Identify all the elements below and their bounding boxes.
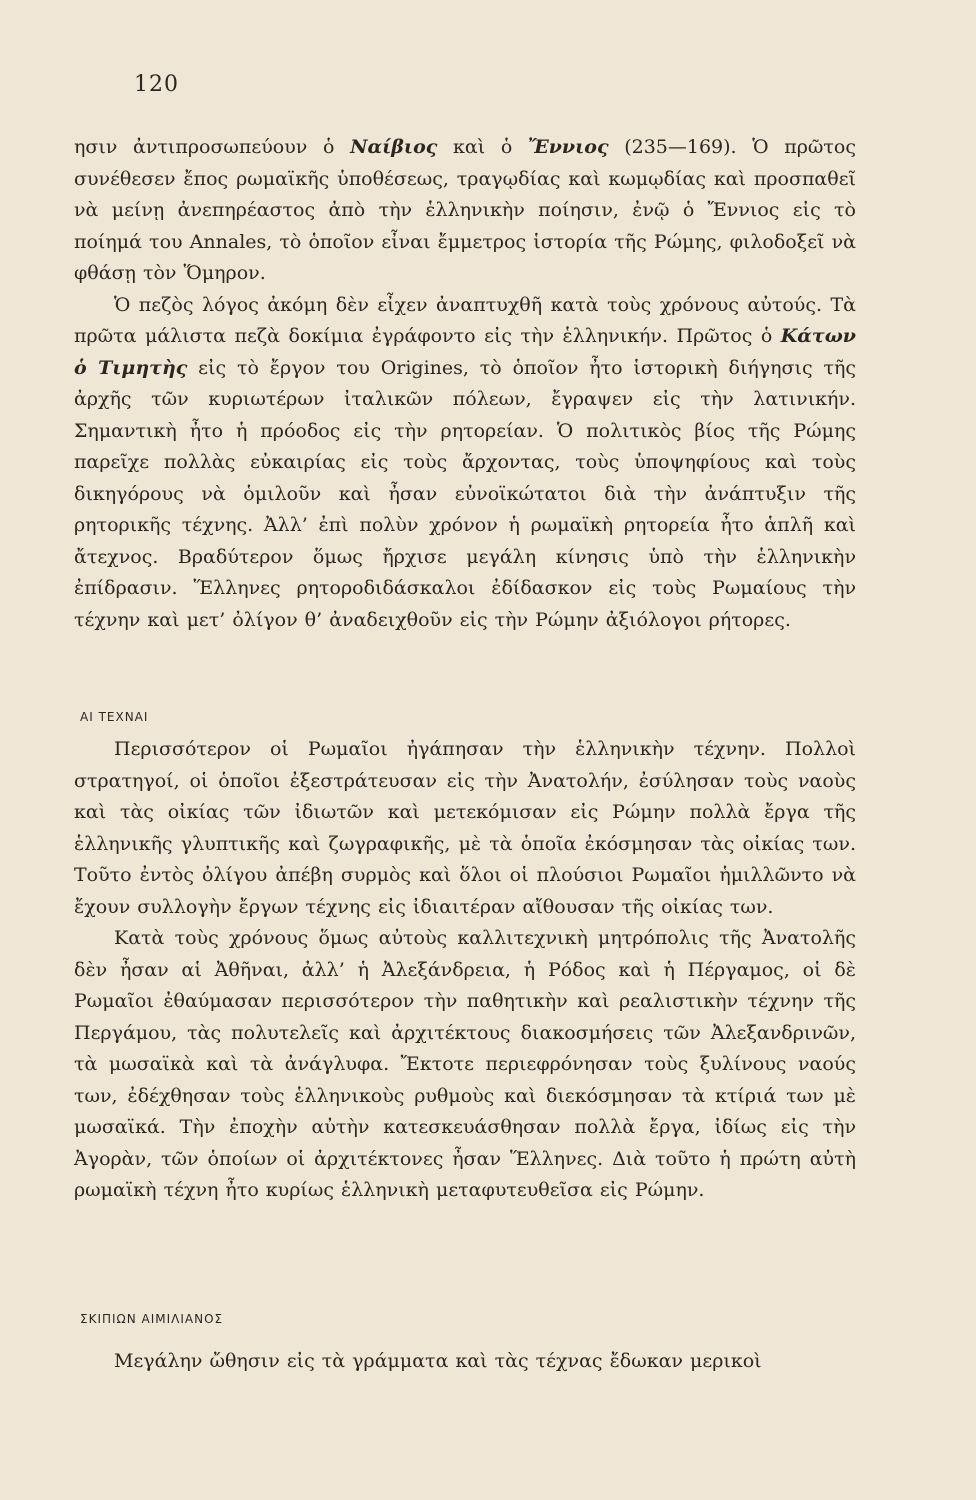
text-block-scipio	[74, 1346, 856, 1378]
paragraph-hellenistic-influence: Κατὰ τοὺς χρόνους ὅμως αὐτοὺς καλλιτεχνικὴ μητρόπολις τῆς Ἀνατολῆς δὲν ἦσαν αἱ Ἀθῆναι, ἀλλ’ ἡ Ἀλεξάνδρεια, ἡ Ρόδος καὶ ἡ Πέργαμος, οἱ δὲ Ρωμαῖοι ἐθαύμασαν περισσότερον τὴν παθητικὴν καὶ ρεαλιστικὴν τέχνην τῆς Περγάμου, τὰς πολυτελεῖς καὶ ἀρχιτέκτους διακοσμήσεις τῶν Ἀλεξανδρινῶν, τὰ μωσαϊκὰ καὶ τὰ ἀνάγλυφα. Ἔκτοτε περιεφρόνησαν τοὺς ξυλίνους ναούς των, ἐδέχθησαν τοὺς ἑλληνικοὺς ρυθμοὺς καὶ διεκόσμησαν τὰ κτίριά των μὲ μωσαϊκά. Τὴν ἐποχὴν αὐτὴν κατεσκευάσθησαν πολλὰ ἔργα, ἰδίως εἰς τὴν Ἀγορὰν, τῶν ὁποίων οἱ ἀρχιτέκτονες ἦσαν Ἕλληνες. Διὰ τοῦτο ἡ πρώτη αὐτὴ ρωμαϊκὴ τέχνη ἦτο κυρίως ἑλληνικὴ μεταφυτευθεῖσα εἰς Ρώμην.	[74, 927, 856, 1201]
text-block-literature	[74, 132, 856, 636]
paragraph-text: ησιν ἀντιπροσωπεύουν ὁ	[74, 136, 351, 158]
name-naevius: Ναίβιος	[350, 136, 438, 158]
paragraph-epic-poets	[74, 132, 856, 290]
name-ennius: Ἔννιος	[527, 136, 609, 158]
page-number: 120	[134, 72, 179, 97]
paragraph-greek-art: Περισσότερον οἱ Ρωμαῖοι ἠγάπησαν τὴν ἑλληνικὴν τέχνην. Πολλοὶ στρατηγοί, οἱ ὁποῖοι ἐξεστράτευσαν εἰς τὴν Ἀνατολήν, ἐσύλησαν τοὺς ναοὺς καὶ τὰς οἰκίας τῶν ἰδιωτῶν καὶ μετεκόμισαν εἰς Ρώμην πολλὰ ἔργα τῆς ἑλληνικῆς γλυπτικῆς καὶ ζωγραφικῆς, μὲ τὰ ὁποῖα ἐκόσμησαν τὰς οἰκίας των. Τοῦτο ἐντὸς ὀλίγου ἀπέβη συρμὸς καὶ ὅλοι οἱ πλούσιοι Ρωμαῖοι ἡμιλλῶντο νὰ ἔχουν συλλογὴν ἔργων τέχνης εἰς ἰδιαιτέραν αἴθουσαν τῆς οἰκίας των.	[74, 738, 856, 918]
paragraph-text: καὶ ὁ	[437, 136, 528, 158]
paragraph-text: Ὁ πεζὸς λόγος ἀκόμη δὲν εἶχεν ἀναπτυχθῆ κατὰ τοὺς χρόνους αὐτούς. Τὰ πρῶτα μάλιστα πεζὰ δοκίμια ἐγράφοντο εἰς τὴν ἑλληνικήν. Πρῶτος ὁ	[74, 293, 856, 347]
paragraph-prose	[74, 290, 856, 637]
paragraph-text: (235—169). Ὁ πρῶτος συνέθεσεν ἔπος ρωμαϊκῆς ὑποθέσεως, τραγῳδίας καὶ κωμῳδίας καὶ προσπαθεῖ νὰ μείνῃ ἀνεπηρέαστος ἀπὸ τὴν ἑλληνικὴν ποίησιν, ἐνῷ ὁ Ἔννιος εἰς τὸ ποίημά του Annales, τὸ ὁποῖον εἶναι ἔμμετρος ἱστορία τῆς Ρώμης, φιλοδοξεῖ νὰ φθάσῃ τὸν Ὅμηρον.	[74, 136, 856, 284]
name-cato-censor: Κάτων ὁ Τιμητὴς	[74, 325, 856, 379]
section-heading-arts: ΑΙ ΤΕΧΝΑΙ	[80, 710, 149, 724]
paragraph-scipio: Μεγάλην ὤθησιν εἰς τὰ γράμματα καὶ τὰς τέχνας ἔδωκαν μερικοὶ	[114, 1350, 762, 1372]
section-heading-scipio: ΣΚΙΠΙΩΝ ΑΙΜΙΛΙΑΝΟΣ	[80, 1312, 224, 1326]
text-block-arts	[74, 734, 856, 1207]
paragraph-text: εἰς τὸ ἔργον του Origines, τὸ ὁποῖον ἦτο ἱστορικὴ διήγησις τῆς ἀρχῆς τῶν κυριωτέρων ἰταλικῶν πόλεων, ἔγραψεν εἰς τὴν λατινικήν. Σημαντικὴ ἦτο ἡ πρόοδος εἰς τὴν ρητορείαν. Ὁ πολιτικὸς βίος τῆς Ρώμης παρεῖχε πολλὰς εὐκαιρίας εἰς τοὺς ἄρχοντας, τοὺς ὑποψηφίους καὶ τοὺς δικηγόρους νὰ ὁμιλοῦν καὶ ἦσαν εὐνοϊκώτατοι διὰ τὴν ἀνάπτυξιν τῆς ρητορικῆς τέχνης. Ἀλλ’ ἐπὶ πολὺν χρόνον ἡ ρωμαϊκὴ ρητορεία ἦτο ἁπλῆ καὶ ἄτεχνος. Βραδύτερον ὅμως ἤρχισε μεγάλη κίνησις ὑπὸ τὴν ἑλληνικὴν ἐπίδρασιν. Ἕλληνες ρητοροδιδάσκαλοι ἐδίδασκον εἰς τοὺς Ρωμαίους τὴν τέχνην καὶ μετ’ ὀλίγον θ’ ἀναδειχθοῦν εἰς τὴν Ρώμην ἀξιόλογοι ρήτορες.	[74, 356, 856, 631]
